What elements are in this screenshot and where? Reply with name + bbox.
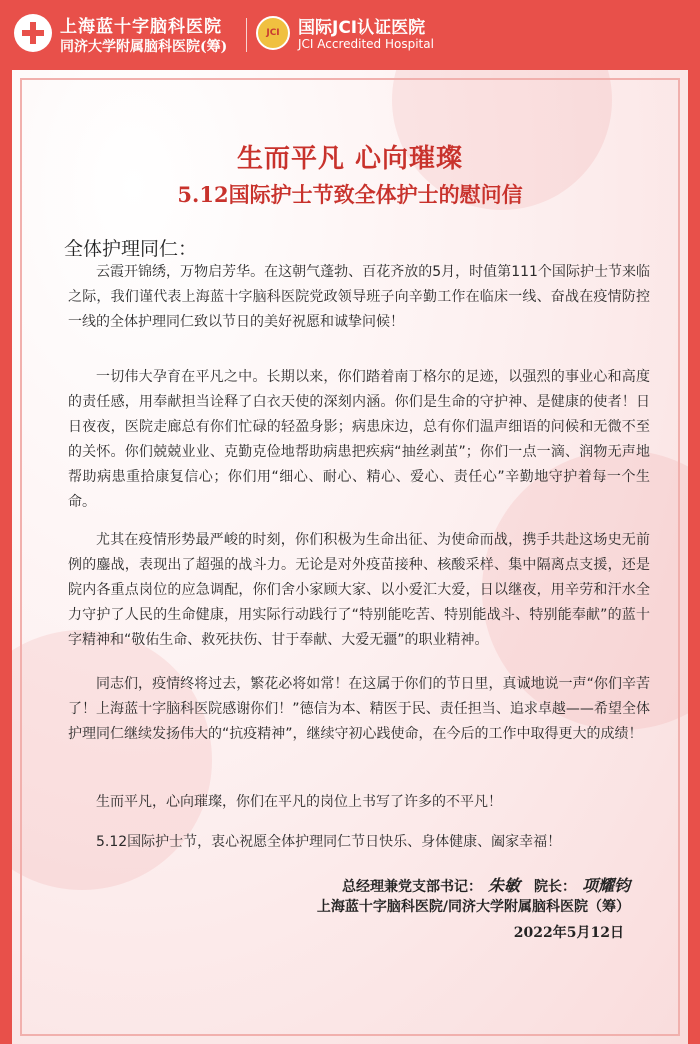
- signatory-role-party-secretary: 总经理兼党支部书记：: [341, 879, 482, 895]
- hospital-subtitle: 同济大学附属脑科医院(筹): [60, 39, 228, 55]
- letter-paragraph: 云霞开锦绣，万物启芳华。在这朝气蓬勃、百花齐放的5月，时值第111个国际护士节来临之际，我们谨代表上海蓝十字脑科医院党政领导班子向辛勤工作在临床一线、奋战在疫情防控一线的全体护理同仁致以节日的美好祝愿和诚挚问候！: [68, 264, 650, 330]
- letter-paragraph: 5.12国际护士节，衷心祝愿全体护理同仁节日快乐、身体健康、阖家幸福！: [96, 834, 562, 850]
- jci-accreditation-title: 国际JCI认证医院: [298, 18, 426, 38]
- letter-paragraph: 同志们，疫情终将过去，繁花必将如常！在这属于你们的节日里，真诚地说一声“你们辛苦了！上海蓝十字脑科医院感谢你们！”德信为本、精医于民、责任担当、追求卓越——希望全体护理同仁继续发扬伟大的“抗疫精神”，继续守初心践使命，在今后的工作中取得更大的成绩！: [68, 676, 650, 742]
- signature-name-party-secretary: 朱敏: [487, 876, 520, 895]
- signature-line: [12, 873, 630, 896]
- jci-accreditation-english: JCI Accredited Hospital: [298, 37, 434, 51]
- letter-paragraph: 尤其在疫情形势最严峻的时刻，你们积极为生命出征、为使命而战，携手共赴这场史无前例的鏖战，表现出了超强的战斗力。无论是对外疫苗接种、核酸采样、集中隔离点支援，还是院内各重点岗位的应急调配，你们舍小家顾大家、以小爱汇大爱，日以继夜，用辛劳和汗水全力守护了人民的生命健康，用实际行动践行了“特别能吃苦、特别能战斗、特别能奉献”的蓝十字精神和“敬佑生命、救死扶伤、甘于奉献、大爱无疆”的职业精神。: [68, 532, 650, 648]
- signatory-role-president: 院长：: [533, 879, 576, 895]
- letter-paragraph: 一切伟大孕育在平凡之中。长期以来，你们踏着南丁格尔的足迹，以强烈的事业心和高度的责任感，用奉献担当诠释了白衣天使的深刻内涵。你们是生命的守护神、是健康的使者！日日夜夜，医院走廊总有你们忙碌的轻盈身影；病患床边，总有你们温声细语的问候和无微不至的关怀。你们兢兢业业、克勤克俭地帮助病患把疾病“抽丝剥茧”；你们一点一滴、润物无声地帮助病患重拾康复信心；你们用“细心、耐心、精心、爱心、责任心”辛勤地守护着每一个生命。: [68, 369, 650, 510]
- red-cross-logo-icon: [14, 14, 52, 52]
- jci-seal-icon: JCI: [256, 16, 290, 50]
- signature-date: 2022年5月12日: [513, 925, 624, 941]
- signature-organization: 上海蓝十字脑科医院/同济大学附属脑科医院（筹）: [316, 899, 630, 915]
- header-banner: [0, 0, 700, 70]
- hospital-name: 上海蓝十字脑科医院: [60, 17, 222, 37]
- letter-title: 生而平凡 心向璀璨: [236, 144, 464, 174]
- letter-subtitle: 5.12国际护士节致全体护士的慰问信: [177, 182, 523, 207]
- letter-paper: [12, 70, 688, 1044]
- letter-salutation: 全体护理同仁：: [64, 238, 198, 260]
- header-divider: [246, 18, 247, 52]
- letter-paragraph: 生而平凡，心向璀璨，你们在平凡的岗位上书写了许多的不平凡！: [96, 794, 502, 810]
- signature-name-president: 项耀钧: [581, 876, 630, 895]
